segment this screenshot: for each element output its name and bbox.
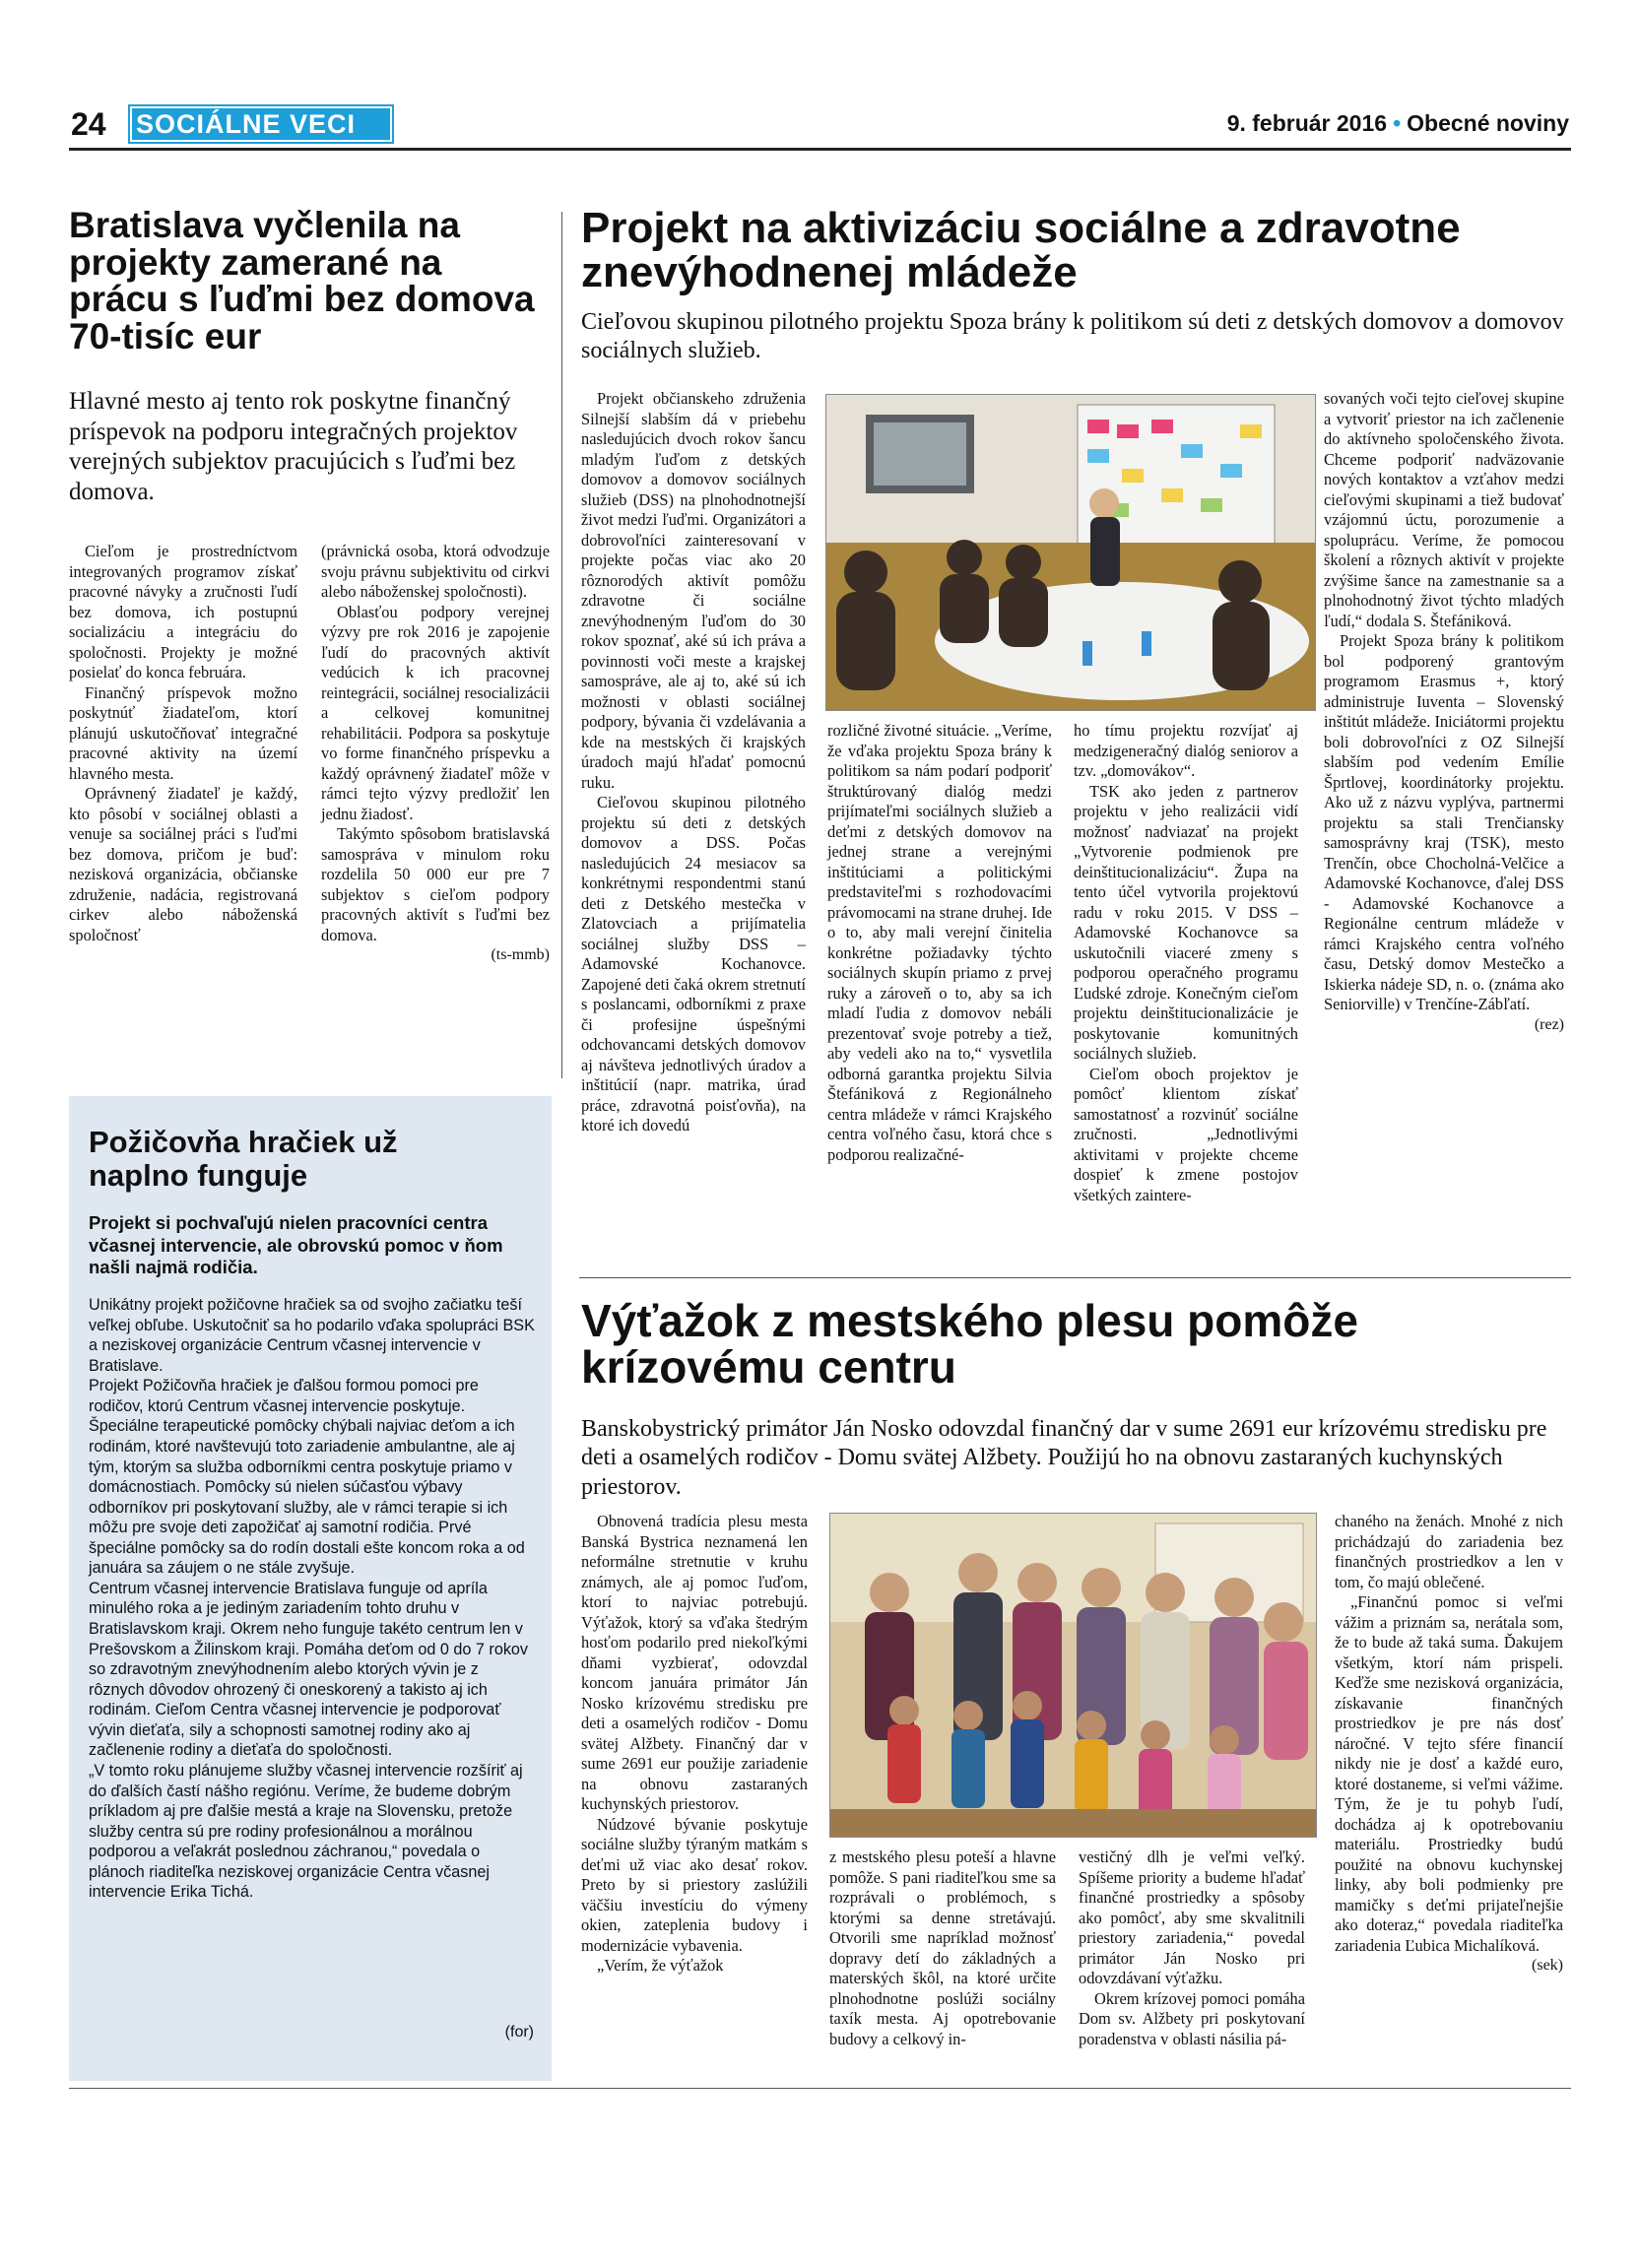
article1-col1 [69, 542, 297, 945]
dateline [1227, 110, 1569, 137]
article3-paragraph: „Verím, že výťažok [597, 1956, 724, 1975]
article1-lead: Hlavné mesto aj tento rok poskytne finančný príspevok na podporu integračných projektov verejných subjektov pracujúcich s ľuďmi bez domova. [69, 388, 518, 505]
section-label [128, 104, 394, 144]
article2-paragraph: Cieľovou skupinou pilotného projektu sú deti z detských domovov a DSS. Počas nasledujúcich 24 mesiacov sa konkrétnymi respondentmi stanú deti z Detského mestečka v Zlatovciach a prijímatelia sociálnej služby DSS – Adamovské Kochanovce. Zapojené deti čaká okrem stretnutí s poslancami, odborníkmi z praxe či profesijne úspešnými odchovancami detských domovov aj návšteva jednotlivých úradov a inštitúcií (napr. matrika, úrad práce, zdravotná poisťovňa), na ktoré ich dovedú [581, 793, 806, 1134]
workshop-photo [825, 394, 1316, 711]
article3-col1 [581, 1512, 808, 1976]
article1-paragraph: Oprávnený žiadateľ je každý, kto pôsobí v sociálnej oblasti a venuje sa sociálnej práci s ľuďmi bez domova, pričom je buď: nezisková organizácia, občianske združenie, nadácia, registrovaná cirkev alebo náboženská spoločnosť [69, 784, 297, 944]
article2-paragraph: rozličné životné situácie. „Veríme, že vďaka projektu Spoza brány k politikom sa nám podarí podporiť štruktúrovaný dialóg medzi prijímateľmi sociálnych služieb a deťmi z detských domovov na jednej strane a verejnými inštitúciami a politickými predstaviteľmi s rozhodovacími právomocami na strane druhej. Ide o to, aby mali verejní činitelia konkrétne požiadavky týchto sociálnych skupín priamo z prvej ruky a zároveň o to, aby sa ich mladí ľudia z domovov nebáli prezentovať svoje potreby a tiež, aby vedeli ako na to,“ vysvetlila odborná garantka projektu Silvia Štefániková z Regionálneho centra mládeže v rámci Krajského centra voľného času, ktorá chce s podporou realizačné- [827, 721, 1053, 1164]
article1-paragraph: Finančný príspevok možno poskytnúť žiadateľom, ktorí plánujú uskutočňovať integračné pracovné aktivity na území hlavného mesta. [69, 682, 297, 783]
article3-paragraph: Núdzové bývanie poskytuje sociálne služby týraným matkám s deťmi už viac ako desať rokov. Preto by si priestory zaslúžili väčšiu investíciu do výmeny okien, zateplenia budovy i modernizácie vybavenia. [581, 1814, 808, 1955]
article3-title: Výťažok z mestského plesu pomôže krízovému centru [581, 1295, 1358, 1393]
box-paragraph: Centrum včasnej intervencie Bratislava funguje od apríla minulého roka a je jediným zariadením tohto druhu v Bratislavskom kraji. Okrem neho funguje takéto centrum len v Prešovskom a Žilinskom kraji. Pomáha deťom od 0 do 7 rokov so zdravotným znevýhodnením alebo ktorých vývin je z rôznych dôvodov ohrozený či oneskorený a takisto aj ich rodinám. Cieľom Centra včasnej intervencie je podporovať vývin dieťaťa, sily a schopnosti samotnej rodiny ako aj začlenenie rodiny a dieťaťa do spoločnosti. [89, 1579, 529, 1760]
article3-lead: Banskobystrický primátor Ján Nosko odovzdal finančný dar v sume 2691 eur krízovému stredisku pre deti a osamelých rodičov - Domu svätej Alžbety. Použijú ho na obnovu zastaraných kuchynských priestorov. [581, 1416, 1547, 1500]
article3-paragraph: chaného na ženách. Mnohé z nich prichádzajú do zariadenia bez finančných prostriedkov a len v tom, čo majú oblečené. [1335, 1512, 1563, 1591]
article1-title: Bratislava vyčlenila na projekty zamerané na prácu s ľuďmi bez domova 70-tisíc eur [69, 205, 535, 357]
box-lead: Projekt si pochvaľujú nielen pracovníci centra včasnej intervencie, ale obrovskú pomoc v ňom našli najmä rodičia. [89, 1212, 503, 1278]
article2-paragraph: Cieľom oboch projektov je pomôcť klientom získať samostatnosť a rozvinúť sociálne zručnosti. „Jednotlivými aktivitami v projekte chceme dospieť k zmene postojov všetkých zaintere- [1074, 1064, 1298, 1204]
article2-signature: (rez) [1534, 1015, 1564, 1033]
box-signature: (for) [504, 2024, 534, 2041]
article2-paragraph: TSK ako jeden z partnerov projektu v jeho realizácii vidí možnosť nadviazať na projekt „Vytvorenie podmienok pre deinštitucionalizáciu“. Župa na tento účel vytvorila projektovú radu v roku 2015. V DSS – Adamovské Kochanovce sa uskutočnili viaceré zmeny s podporou operačného programu Ľudské zdroje. Konečným cieľom projektu deinštitucionalizácie je poskytovanie komunitných sociálnych služieb. [1074, 781, 1298, 1063]
article2-paragraph: Projekt Spoza brány k politikom bol podporený grantovým programom Erasmus +, ktorý administruje Iuventa – Slovenský inštitút mládeže. Iniciátormi projektu boli dobrovoľníci z OZ Silnejší slabším pod vedením Emílie Šprtlovej, koordinátorky projektu. Ako už z názvu vyplýva, partnermi projektu sa stali Trenčiansky samosprávny kraj (TSK), mesto Trenčín, obce Chocholná-Velčice a Adamovské Kochanovce, ďalej DSS - Adamovské Kochanovce a Regionálne centrum mládeže v rámci Krajského centra voľného času, Detský domov Mestečko a Iskierka nádeje SD, n. o. (známa ako Seniorville) v Trenčíne-Zábľatí. [1324, 631, 1564, 1013]
issue-date: 9. február 2016 [1226, 110, 1388, 136]
article2-lead: Cieľovou skupinou pilotného projektu Spoza brány k politikom sú deti z detských domovov a domovov sociálnych služieb. [581, 309, 1564, 364]
article3-paragraph: vestičný dlh je veľmi veľký. Spíšeme priority a budeme hľadať finančné prostriedky a spôsoby ako pomôcť, aby sme skvalitnili priestory zariadenia,“ povedal primátor Ján Nosko pri odovzdávaní výťažku. [1079, 1847, 1305, 1987]
column-divider [561, 212, 562, 1078]
box-paragraph: Projekt Požičovňa hračiek je ďalšou formou pomoci pre rodičov, ktorú Centrum včasnej intervencie poskytuje. Špeciálne terapeutické pomôcky chýbali najviac deťom a ich rodinám, ktoré navštevujú toto zariadenie ambulantne, ale aj tým, ktorým sa služba odborníkmi centra poskytuje priamo v domácnostiach. Pomôcky sú nielen súčasťou výbavy odborníkov pri poskytovaní služby, ale v rámci terapie si ich môžu pre svoje deti zapožičať aj samotní rodičia. Prvé špeciálne pomôcky sa do rodín dostali ešte koncom roka a od januára sa záujem o ne stále zvyšuje. [89, 1377, 525, 1578]
article3-paragraph: z mestského plesu poteší a hlavne pomôže. S pani riaditeľkou sme sa rozprávali o problémoch, s ktorými sa denne stretávajú. Otvorili sme napríklad možnosť dopravy detí do základných a materských škôl, na ktoré určite plnohodnotne poslúži sociálny taxík mesta. Aj opotrebovanie budovy a celkový in- [829, 1847, 1056, 2048]
workshop-photo-illustration [826, 395, 1316, 711]
article2-col4 [1324, 389, 1564, 1035]
header-rule [69, 148, 1571, 151]
article3-paragraph: Obnovená tradícia plesu mesta Banská Bystrica neznamená len neformálne stretnutie v kruhu známych, ale aj pomoc ľuďom, ktorí to najviac potrebujú. Výťažok, ktorý sa vďaka štedrým hosťom podarilo pred niekoľkými dňami vyzbierať, odovzdal koncom januára primátor Ján Nosko krízovému stredisku pre deti a osamelých rodičov - Domu svätej Alžbety. Finančný dar v sume 2691 eur použije zariadenie na obnovu zastaraných kuchynských priestorov. [581, 1512, 808, 1813]
box-title: Požičovňa hračiek už naplno funguje [89, 1125, 398, 1194]
article3-signature: (sek) [1532, 1957, 1563, 1974]
article1-paragraph: Takýmto spôsobom bratislavská samospráva v minulom roku rozdelila 50 000 eur pre 7 subjektov s cieľom podpory pracovných aktivít s ľuďmi bez domova. [321, 824, 550, 944]
footer-rule [69, 2088, 1571, 2089]
bullet-dot-icon: • [1393, 110, 1402, 136]
article1-signature: (ts-mmb) [491, 946, 550, 963]
box-paragraph: Unikátny projekt požičovne hračiek sa od svojho začiatku teší veľkej obľube. Uskutočniť sa ho podarilo vďaka spolupráci BSK a neziskovej organizácie Centrum včasnej intervencie v Bratislave. [89, 1296, 535, 1375]
article2-col1 [581, 389, 806, 1136]
article3-paragraph: Okrem krízovej pomoci pomáha Dom sv. Alžbety pri poskytovaní poradenstva v oblasti násilia pá- [1079, 1988, 1305, 2048]
donation-photo-illustration [830, 1514, 1317, 1838]
article1-col2 [321, 542, 550, 965]
section-label-text: SOCIÁLNE VECI [132, 108, 390, 140]
article3-paragraph: „Finančnú pomoc si veľmi vážim a priznám sa, nerátala som, že to bude až taká suma. Ďakujem všetkým, ktorí nám prispeli. Keďže sme nezisková organizácia, získavanie finančných prostriedkov je pre nás dosť náročné. V tejto sfére financií nikdy nie je dosť a každé euro, ktoré dostaneme, si veľmi vážime. Tým, že je tu pohyb ľudí, dochádza aj k opotrebovaniu materiálu. Prostriedky budú použité na obnovu kuchynskej linky, aby boli podmienky pre mamičky s deťmi prijateľnejšie ako doteraz,“ povedala riaditeľka zariadenia Ľubica Michalíková. [1335, 1592, 1563, 1955]
article2-paragraph: ho tímu projektu rozvíjať aj medzigeneračný dialóg seniorov a tzv. „domovákov“. [1074, 721, 1298, 780]
article3-col4 [1335, 1512, 1563, 1976]
donation-photo [829, 1513, 1317, 1838]
article2-paragraph: sovaných voči tejto cieľovej skupine a vytvoriť priestor na ich začlenenie do aktívneho spoločenského života. Chceme podporiť nadväzovanie nových kontaktov a vzťahov medzi cieľovými skupinami a tiež budovať vzájomnú úctu, porozumenie a spoluprácu. Veríme, že pomocou školení a rôznych aktivít v projekte zvýšime šance na zamestnanie sa a plnohodnotný život týchto mladých ľudí,“ dodala S. Štefániková. [1324, 389, 1564, 630]
box-paragraph: „V tomto roku plánujeme služby včasnej intervencie rozšíriť aj do ďalších častí nášho regiónu. Veríme, že budeme dobrým príkladom aj pre ďalšie mestá a kraje na Slovensku, pretože služby centra sú pre rodiny profesionálnou a morálnou podporou a veľakrát poslednou záchranou,“ povedala o plánoch riaditeľka neziskovej organizácie Centra včasnej intervencie Erika Tichá. [89, 1761, 523, 1902]
article1-paragraph: Oblasťou podpory verejnej výzvy pre rok 2016 je zapojenie ľudí do pracovných aktivít vedúcich k ich pracovnej reintegrácii, sociálnej resocializácii a celkovej komunitnej rehabilitácii. Podpora sa poskytuje vo forme finančného príspevku a každý oprávnený žiadateľ môže v rámci tejto výzvy predložiť len jednu žiadosť. [321, 602, 550, 823]
article1-paragraph: Cieľom je prostredníctvom integrovaných programov získať pracovné návyky a zručnosti ľudí bez domova, ich postupnú socializáciu a integráciu do spoločnosti. Projekty je možné posielať do konca februára. [69, 542, 297, 681]
article3-col3 [1079, 1847, 1305, 2049]
paper-name: Obecné noviny [1407, 110, 1569, 136]
article2-col3 [1074, 721, 1298, 1205]
page-number: 24 [71, 106, 106, 142]
article2-title: Projekt na aktivizáciu sociálne a zdravotne znevýhodnenej mládeže [581, 204, 1461, 296]
article2-col2 [827, 721, 1052, 1165]
article2-paragraph: Projekt občianskeho združenia Silnejší slabším dá v priebehu nasledujúcich dvoch rokov šancu mladým ľuďom z detských domovov a domovov sociálnych služieb (DSS) na plnohodnotnejší život medzi ľuďmi. Organizátori a dobrovoľníci zainteresovaní v projekte počas viac ako 20 rôznorodých aktivít pomôžu zdravotne či sociálne znevýhodneným ľuďom do 30 rokov spoznať, aké sú ich práva a povinnosti voči meste a krajskej samospráve, ale aj to, aké sú ich možnosti v oblasti sociálnej podpory, bývania či vzdelávania a kde na mestských či krajských úradoch majú hľadať pomocnú ruku. [581, 389, 806, 792]
box-body [89, 1295, 537, 1903]
article-divider [579, 1277, 1571, 1278]
article3-col2 [829, 1847, 1056, 2049]
toy-library-box [69, 1096, 552, 2081]
article1-paragraph: (právnická osoba, ktorá odvodzuje svoju právnu subjektivitu od cirkvi alebo náboženskej spoločnosti). [321, 542, 550, 601]
